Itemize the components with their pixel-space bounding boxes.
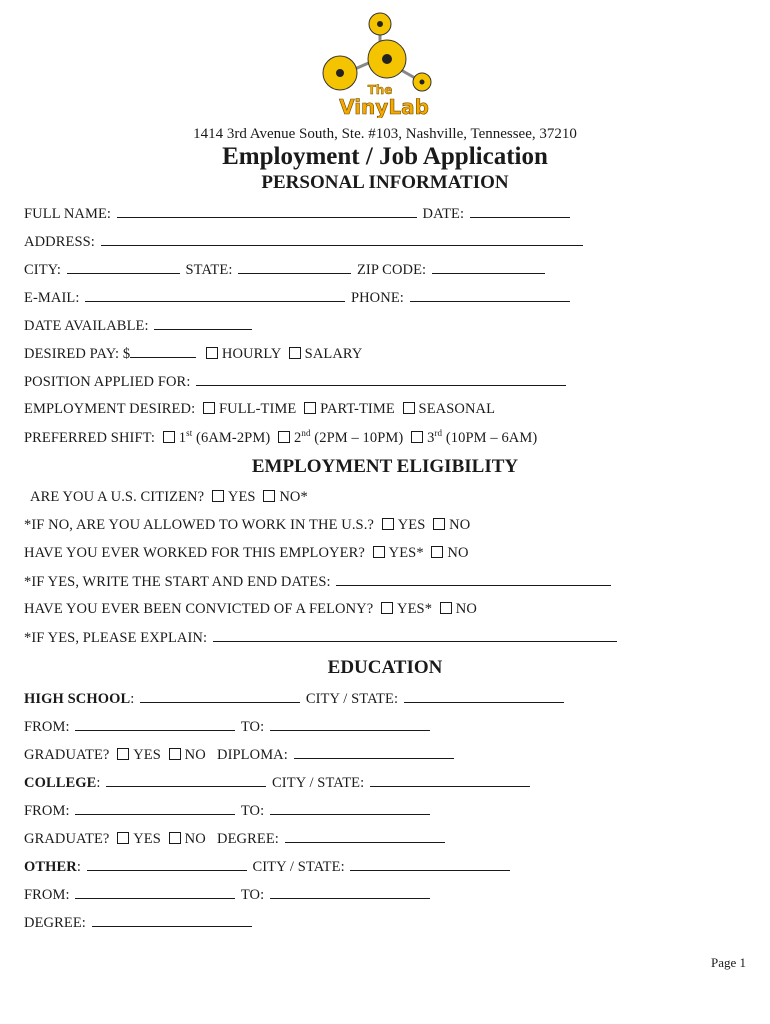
college-graduate-yes-label: YES [133,831,161,847]
college-from-label: FROM: [24,803,70,819]
part-time-checkbox[interactable] [304,402,316,414]
date-field[interactable] [470,205,570,218]
college-dates-row [24,802,432,820]
section-education-heading: EDUCATION [327,657,443,678]
felony-no-label: NO [455,601,477,617]
city-state-zip-row [24,261,547,279]
college-to-label: TO: [240,803,265,819]
college-colon: : [96,775,101,791]
logo-vinylab-text: VinyLab [339,95,429,118]
shift-1-number: 1 [178,429,187,446]
other-city-state-label: CITY / STATE: [252,859,345,875]
shift-2-checkbox[interactable] [278,431,290,443]
other-city-state-field[interactable] [350,858,510,871]
address-field[interactable] [101,233,583,246]
other-to-label: TO: [240,887,265,903]
high-school-to-label: TO: [240,719,265,735]
shift-1-suffix: st [186,428,193,438]
high-school-field[interactable] [140,690,300,703]
page-title: Employment / Job Application [222,143,548,170]
high-school-city-state-label: CITY / STATE: [305,691,399,707]
high-school-to-field[interactable] [270,718,430,731]
worked-before-question: HAVE YOU EVER WORKED FOR THIS EMPLOYER? [24,545,365,561]
college-city-state-label: CITY / STATE: [272,775,365,791]
start-end-dates-label: *IF YES, WRITE THE START AND END DATES: [24,574,331,590]
shift-3-hours: (10PM – 6AM) [445,429,538,446]
college-graduate-label: GRADUATE? [24,831,110,847]
salary-label: SALARY [304,346,363,362]
felony-explain-row [24,629,619,647]
worked-no-checkbox[interactable] [431,546,443,558]
position-label: POSITION APPLIED FOR: [24,374,191,390]
college-graduate-no-label: NO [184,831,206,847]
allowed-yes-checkbox[interactable] [382,518,394,530]
seasonal-label: SEASONAL [418,401,496,417]
shift-3-suffix: rd [434,428,443,438]
zip-label: ZIP CODE: [356,262,427,278]
city-label: CITY: [24,262,62,278]
seasonal-checkbox[interactable] [403,402,415,414]
college-graduate-row [24,830,447,848]
desired-pay-row [24,345,362,363]
felony-explain-label: *IF YES, PLEASE EXPLAIN: [24,630,208,646]
start-end-dates-row [24,573,613,591]
other-label: OTHER [24,859,77,875]
high-school-dates-row [24,718,432,736]
citizen-yes-checkbox[interactable] [212,490,224,502]
hourly-checkbox[interactable] [206,347,218,359]
shift-2-suffix: nd [301,428,311,438]
full-time-label: FULL-TIME [218,401,297,417]
worked-yes-label: YES* [388,545,424,561]
email-phone-row [24,289,572,307]
full-name-field[interactable] [117,205,417,218]
date-available-row [24,317,254,335]
allowed-no-label: NO [449,517,471,533]
allowed-work-question: *IF NO, ARE YOU ALLOWED TO WORK IN THE U.S.? [24,517,374,533]
vinylab-logo [318,10,450,118]
email-label: E-MAIL: [24,290,80,306]
other-degree-row [24,914,254,932]
shift-1-hours: (6AM-2PM) [196,429,271,446]
college-from-field[interactable] [75,802,235,815]
position-row [24,373,568,391]
citizen-row [30,489,308,506]
phone-label: PHONE: [350,290,404,306]
college-degree-field[interactable] [285,830,445,843]
other-colon: : [76,859,82,875]
email-field[interactable] [85,289,345,302]
company-address: 1414 3rd Avenue South, Ste. #103, Nashville, Tennessee, 37210 [193,126,577,142]
diploma-field[interactable] [294,746,454,759]
felony-question: HAVE YOU EVER BEEN CONVICTED OF A FELONY? [24,601,374,617]
felony-row [24,601,477,618]
address-label: ADDRESS: [24,234,95,250]
college-label: COLLEGE [24,775,97,791]
college-field[interactable] [106,774,266,787]
college-graduate-yes-checkbox[interactable] [117,832,129,844]
state-label: STATE: [185,262,233,278]
other-row [24,858,512,876]
hourly-label: HOURLY [221,346,281,362]
college-to-field[interactable] [270,802,430,815]
date-available-label: DATE AVAILABLE: [24,318,149,334]
citizen-no-checkbox[interactable] [263,490,275,502]
state-field[interactable] [238,261,351,274]
logo-the-text: The [367,83,393,97]
high-school-city-state-field[interactable] [404,690,564,703]
felony-explain-field[interactable] [213,629,617,642]
allowed-no-checkbox[interactable] [433,518,445,530]
high-school-colon: : [130,691,135,707]
salary-checkbox[interactable] [289,347,301,359]
other-from-field[interactable] [75,886,235,899]
high-school-graduate-label: GRADUATE? [24,747,110,763]
other-from-label: FROM: [24,887,70,903]
other-dates-row [24,886,432,904]
worked-yes-checkbox[interactable] [373,546,385,558]
other-degree-label: DEGREE: [24,915,86,931]
full-time-checkbox[interactable] [203,402,215,414]
shift-3-checkbox[interactable] [411,431,423,443]
worked-no-label: NO [447,545,469,561]
college-city-state-field[interactable] [370,774,530,787]
page-number: Page 1 [711,955,747,970]
employment-desired-row [24,401,495,418]
start-end-dates-field[interactable] [336,573,611,586]
shift-3-number: 3 [427,429,435,446]
employment-desired-label: EMPLOYMENT DESIRED: [24,401,196,417]
citizen-no-label: NO* [279,489,308,505]
high-school-row [24,690,566,708]
worked-before-row [24,545,469,562]
citizen-yes-label: YES [227,489,256,505]
high-school-from-field[interactable] [75,718,235,731]
phone-field[interactable] [410,289,570,302]
shift-2-hours: (2PM – 10PM) [314,429,404,446]
section-personal-heading: PERSONAL INFORMATION [261,172,509,193]
high-school-graduate-no-label: NO [184,747,206,763]
preferred-shift-label: PREFERRED SHIFT: [24,429,156,446]
desired-pay-field[interactable] [130,345,196,358]
high-school-graduate-row [24,746,456,764]
college-graduate-no-checkbox[interactable] [169,832,181,844]
full-name-row [24,205,572,223]
other-degree-field[interactable] [92,914,252,927]
college-row [24,774,532,792]
allowed-yes-label: YES [397,517,426,533]
shift-1-checkbox[interactable] [163,431,175,443]
diploma-label: DIPLOMA: [217,747,288,763]
date-label: DATE: [422,206,465,222]
high-school-graduate-no-checkbox[interactable] [169,748,181,760]
high-school-graduate-yes-checkbox[interactable] [117,748,129,760]
shift-2-number: 2 [294,429,302,446]
felony-yes-checkbox[interactable] [381,602,393,614]
desired-pay-label: DESIRED PAY: $ [24,346,131,362]
high-school-from-label: FROM: [24,719,70,735]
date-available-field[interactable] [154,317,252,330]
other-field[interactable] [87,858,247,871]
preferred-shift-row [24,428,537,447]
allowed-work-row [24,517,470,534]
other-to-field[interactable] [270,886,430,899]
felony-yes-label: YES* [397,601,433,617]
zip-field[interactable] [432,261,545,274]
city-field[interactable] [67,261,180,274]
college-degree-label: DEGREE: [217,831,279,847]
section-eligibility-heading: EMPLOYMENT ELIGIBILITY [251,456,519,477]
part-time-label: PART-TIME [320,401,395,417]
citizen-question: ARE YOU A U.S. CITIZEN? [30,489,205,505]
full-name-label: FULL NAME: [24,206,112,222]
felony-no-checkbox[interactable] [440,602,452,614]
high-school-graduate-yes-label: YES [133,747,161,763]
address-row [24,233,585,251]
high-school-label: HIGH SCHOOL [24,691,131,707]
position-field[interactable] [196,373,566,386]
